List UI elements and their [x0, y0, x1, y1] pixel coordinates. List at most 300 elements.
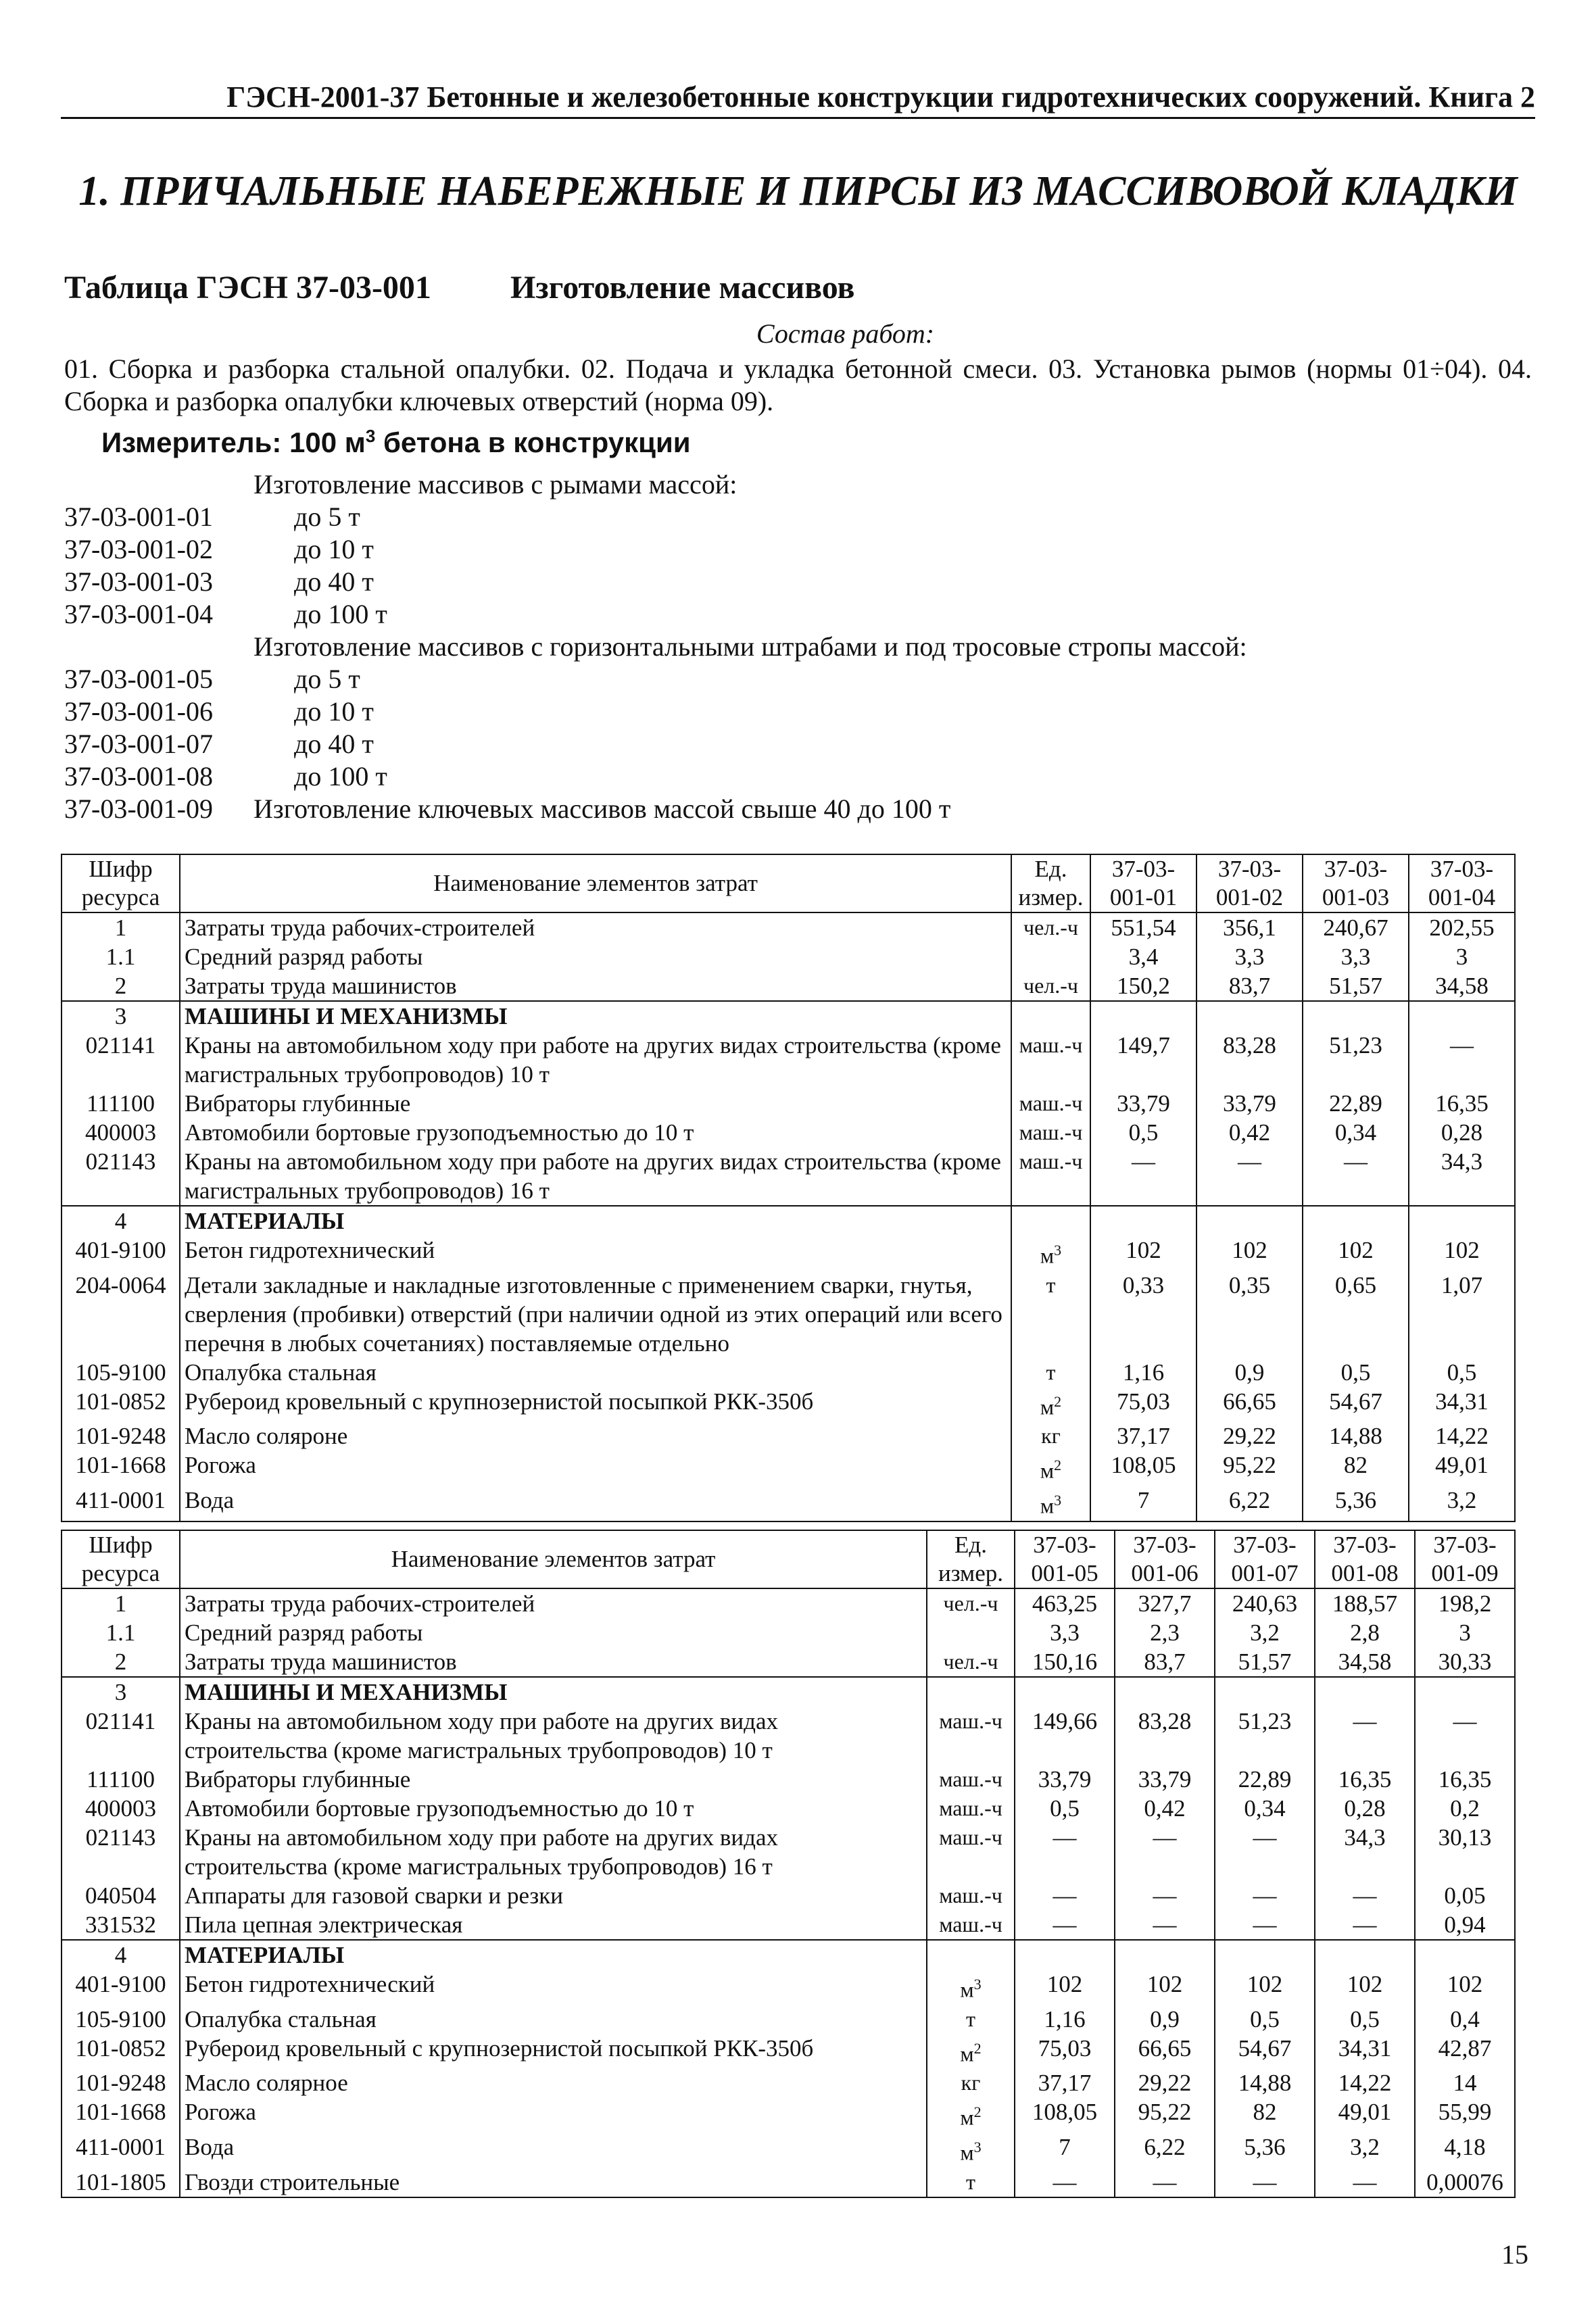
value-cell: 202,55	[1409, 912, 1515, 942]
value-cell: 6,22	[1196, 1486, 1303, 1521]
value-cell: —	[1115, 1823, 1215, 1881]
value-cell: 22,89	[1303, 1089, 1409, 1118]
norm-desc: до 100 т	[294, 761, 387, 791]
resource-table-2	[61, 1530, 1516, 2198]
value-cell	[1409, 1206, 1515, 1236]
unit-text: т	[1046, 1272, 1056, 1297]
unit-sup: 3	[1054, 1242, 1062, 1259]
unit-sup: 2	[1054, 1457, 1062, 1474]
value-cell: 3,3	[1196, 942, 1303, 971]
header-norm: 37-03-001-01	[1090, 854, 1196, 912]
resource-name: Опалубка стальная	[180, 1358, 1011, 1387]
value-cell	[1303, 1206, 1409, 1236]
table-row	[62, 1486, 1515, 1521]
value-cell	[1115, 1940, 1215, 1970]
value-cell: —	[1090, 1147, 1196, 1206]
running-header: ГЭСН-2001-37 Бетонные и железобетонные конструкции гидротехнических сооружений. Книга 2	[61, 80, 1535, 119]
value-cell: 0,65	[1303, 1271, 1409, 1358]
resource-code: 1.1	[62, 942, 180, 971]
value-cell: 0,5	[1090, 1118, 1196, 1147]
norm-code-row	[64, 598, 1247, 631]
unit	[1011, 1031, 1090, 1089]
resource-code: 401-9100	[62, 1970, 180, 2005]
unit-sup: 2	[973, 2103, 982, 2121]
table-row	[62, 1358, 1515, 1387]
value-cell: 3,2	[1215, 1618, 1315, 1647]
resource-name: Опалубка стальная	[180, 2005, 927, 2034]
value-cell	[1090, 1001, 1196, 1031]
unit	[1011, 1451, 1090, 1486]
norm-code-row	[64, 793, 1247, 825]
value-cell: —	[1015, 2168, 1115, 2197]
value-cell: —	[1303, 1147, 1409, 1206]
unit	[1011, 942, 1090, 971]
value-cell: 16,35	[1315, 1765, 1415, 1794]
norm-code-row	[64, 533, 1247, 566]
value-cell: 240,63	[1215, 1588, 1315, 1618]
value-cell: 29,22	[1115, 2068, 1215, 2097]
resource-code: 101-1805	[62, 2168, 180, 2197]
header-norm: 37-03-001-06	[1115, 1530, 1215, 1588]
resource-code: 111100	[62, 1089, 180, 1118]
unit	[927, 2034, 1015, 2069]
value-cell: 102	[1415, 1970, 1515, 2005]
value-cell	[1303, 1001, 1409, 1031]
unit	[927, 2168, 1015, 2197]
resource-name: Вибраторы глубинные	[180, 1765, 927, 1794]
unit-text: м	[1040, 1458, 1055, 1483]
meter-suffix: бетона в конструкции	[375, 427, 691, 458]
unit-text: т	[966, 2169, 975, 2194]
value-cell: 3,2	[1409, 1486, 1515, 1521]
unit-text: м	[960, 2041, 974, 2066]
value-cell: 14	[1415, 2068, 1515, 2097]
norm-desc: до 10 т	[294, 696, 374, 727]
unit-text: кг	[961, 2070, 981, 2095]
unit	[927, 1618, 1015, 1647]
resource-name: Затраты труда рабочих-строителей	[180, 1588, 927, 1618]
value-cell: 30,13	[1415, 1823, 1515, 1881]
norm-desc: до 5 т	[294, 502, 360, 532]
value-cell: 102	[1215, 1970, 1315, 2005]
value-cell: 3,2	[1315, 2133, 1415, 2168]
value-cell: 0,28	[1409, 1118, 1515, 1147]
value-cell: 14,22	[1315, 2068, 1415, 2097]
value-cell: 102	[1315, 1970, 1415, 2005]
unit-text: маш.-ч	[939, 1883, 1002, 1907]
value-cell: —	[1015, 1823, 1115, 1881]
resource-code: 411-0001	[62, 1486, 180, 1521]
value-cell: 0,28	[1315, 1794, 1415, 1823]
unit	[1011, 1089, 1090, 1118]
resource-name: Пила цепная электрическая	[180, 1910, 927, 1940]
header-name: Наименование элементов затрат	[180, 1530, 927, 1588]
resource-code: 2	[62, 971, 180, 1001]
value-cell: 54,67	[1215, 2034, 1315, 2069]
unit	[1011, 1358, 1090, 1387]
value-cell: 75,03	[1015, 2034, 1115, 2069]
value-cell: 102	[1115, 1970, 1215, 2005]
unit-text: маш.-ч	[939, 1912, 1002, 1936]
value-cell: 0,5	[1303, 1358, 1409, 1387]
unit	[927, 1647, 1015, 1677]
resource-code: 3	[62, 1677, 180, 1707]
unit-text: кг	[1041, 1423, 1061, 1448]
value-cell: —	[1409, 1031, 1515, 1089]
header-code: Шифр ресурса	[62, 854, 180, 912]
value-cell: 51,23	[1215, 1707, 1315, 1765]
norm-code-row	[64, 663, 1247, 696]
unit-text: маш.-ч	[939, 1767, 1002, 1791]
resource-code: 331532	[62, 1910, 180, 1940]
value-cell: 14,88	[1215, 2068, 1315, 2097]
value-cell: 51,57	[1303, 971, 1409, 1001]
resource-code: 111100	[62, 1765, 180, 1794]
resource-code: 105-9100	[62, 2005, 180, 2034]
norm-code-row	[64, 501, 1247, 533]
value-cell: 16,35	[1409, 1089, 1515, 1118]
meter-sup: 3	[365, 426, 376, 446]
norm-desc: до 40 т	[294, 566, 374, 597]
value-cell: —	[1115, 1910, 1215, 1940]
resource-name: Бетон гидротехнический	[180, 1236, 1011, 1271]
value-cell: —	[1315, 1881, 1415, 1910]
value-cell: 0,35	[1196, 1271, 1303, 1358]
group-title: Изготовление массивов с горизонтальными штрабами и под тросовые стропы массой:	[253, 631, 1247, 662]
unit	[1011, 1387, 1090, 1422]
header-norm: 37-03-001-03	[1303, 854, 1409, 912]
value-cell: 0,5	[1015, 1794, 1115, 1823]
norm-desc: до 10 т	[294, 534, 374, 564]
unit-text: чел.-ч	[1023, 973, 1078, 998]
table-row	[62, 1910, 1515, 1940]
unit	[1011, 1486, 1090, 1521]
value-cell: 49,01	[1409, 1451, 1515, 1486]
unit	[1011, 971, 1090, 1001]
value-cell: 5,36	[1303, 1486, 1409, 1521]
norm-code: 37-03-001-06	[64, 696, 213, 727]
section-heading: МАТЕРИАЛЫ	[180, 1940, 927, 1970]
resource-code: 401-9100	[62, 1236, 180, 1271]
value-cell	[1196, 1001, 1303, 1031]
unit	[927, 1794, 1015, 1823]
table-row	[62, 1677, 1515, 1707]
value-cell: 51,57	[1215, 1647, 1315, 1677]
value-cell: —	[1215, 1881, 1315, 1910]
value-cell: 6,22	[1115, 2133, 1215, 2168]
norm-code-row	[64, 696, 1247, 728]
value-cell: —	[1315, 1707, 1415, 1765]
resource-code: 4	[62, 1940, 180, 1970]
value-cell: 75,03	[1090, 1387, 1196, 1422]
value-cell: 82	[1303, 1451, 1409, 1486]
value-cell: 82	[1215, 2097, 1315, 2133]
page-number: 15	[1501, 2239, 1528, 2270]
unit-text: т	[966, 2006, 975, 2031]
value-cell: —	[1215, 1823, 1315, 1881]
resource-code: 1.1	[62, 1618, 180, 1647]
header-norm: 37-03-001-02	[1196, 854, 1303, 912]
table-name: Изготовление массивов	[510, 270, 855, 306]
resource-name: Вода	[180, 1486, 1011, 1521]
section-heading: МАШИНЫ И МЕХАНИЗМЫ	[180, 1001, 1011, 1031]
value-cell: 0,9	[1196, 1358, 1303, 1387]
resource-code: 021143	[62, 1823, 180, 1881]
value-cell: 108,05	[1015, 2097, 1115, 2133]
header-norm: 37-03-001-05	[1015, 1530, 1115, 1588]
value-cell: 34,3	[1409, 1147, 1515, 1206]
table-row	[62, 2097, 1515, 2133]
value-cell: —	[1415, 1707, 1515, 1765]
value-cell: 3	[1415, 1618, 1515, 1647]
value-cell: 34,58	[1409, 971, 1515, 1001]
value-cell: 34,31	[1315, 2034, 1415, 2069]
norm-code: 37-03-001-02	[64, 534, 213, 564]
value-cell: 66,65	[1115, 2034, 1215, 2069]
value-cell: 102	[1015, 1970, 1115, 2005]
group-title: Изготовление массивов с рымами массой:	[253, 469, 737, 499]
resource-code: 400003	[62, 1794, 180, 1823]
value-cell: 3,3	[1015, 1618, 1115, 1647]
value-cell: 34,3	[1315, 1823, 1415, 1881]
unit	[1011, 1271, 1090, 1358]
norm-code-list	[64, 468, 1247, 825]
table-row	[62, 1387, 1515, 1422]
resource-name: Затраты труда машинистов	[180, 971, 1011, 1001]
resource-table-1	[61, 854, 1516, 1522]
resource-code: 101-1668	[62, 2097, 180, 2133]
value-cell	[1015, 1940, 1115, 1970]
table-row	[62, 1940, 1515, 1970]
norm-code: 37-03-001-03	[64, 566, 213, 597]
value-cell: 0,2	[1415, 1794, 1515, 1823]
value-cell: 3,4	[1090, 942, 1196, 971]
resource-code: 2	[62, 1647, 180, 1677]
value-cell: 5,36	[1215, 2133, 1315, 2168]
value-cell: 7	[1090, 1486, 1196, 1521]
resource-name: Вода	[180, 2133, 927, 2168]
resource-code: 101-9248	[62, 1421, 180, 1451]
header-norm: 37-03-001-09	[1415, 1530, 1515, 1588]
unit-sup: 2	[973, 2039, 982, 2057]
norm-code: 37-03-001-05	[64, 664, 213, 694]
value-cell: 14,88	[1303, 1421, 1409, 1451]
value-cell: 149,7	[1090, 1031, 1196, 1089]
meter	[101, 426, 691, 459]
value-cell: 0,9	[1115, 2005, 1215, 2034]
resource-code: 204-0064	[62, 1271, 180, 1358]
value-cell: 33,79	[1196, 1089, 1303, 1118]
unit-text: чел.-ч	[1023, 915, 1078, 940]
resource-name: Краны на автомобильном ходу при работе на других видах строительства (кроме магистральных трубопроводов) 10 т	[180, 1031, 1011, 1089]
table-row	[62, 1794, 1515, 1823]
unit-sup: 2	[1054, 1392, 1062, 1410]
unit-sup: 3	[973, 1976, 982, 1993]
value-cell: —	[1115, 2168, 1215, 2197]
resource-code: 101-1668	[62, 1451, 180, 1486]
resource-code: 021141	[62, 1707, 180, 1765]
value-cell: 4,18	[1415, 2133, 1515, 2168]
resource-code: 1	[62, 1588, 180, 1618]
value-cell: 0,5	[1315, 2005, 1415, 2034]
value-cell: 29,22	[1196, 1421, 1303, 1451]
value-cell: 95,22	[1196, 1451, 1303, 1486]
table-row	[62, 1206, 1515, 1236]
unit	[927, 2097, 1015, 2133]
value-cell: 102	[1196, 1236, 1303, 1271]
table-row	[62, 2068, 1515, 2097]
unit-text: маш.-ч	[1019, 1033, 1083, 1057]
value-cell: —	[1196, 1147, 1303, 1206]
unit-text: м	[1040, 1394, 1055, 1419]
norm-desc: до 40 т	[294, 729, 374, 759]
table-row	[62, 1618, 1515, 1647]
table-row	[62, 1881, 1515, 1910]
value-cell: 327,7	[1115, 1588, 1215, 1618]
value-cell: 37,17	[1090, 1421, 1196, 1451]
table-row	[62, 1031, 1515, 1089]
value-cell: 22,89	[1215, 1765, 1315, 1794]
work-composition-label: Состав работ:	[756, 318, 935, 349]
norm-desc: до 5 т	[294, 664, 360, 694]
unit	[1011, 1206, 1090, 1236]
unit	[1011, 1001, 1090, 1031]
unit-text: маш.-ч	[1019, 1149, 1083, 1173]
value-cell: 0,4	[1415, 2005, 1515, 2034]
resource-name: Рубероид кровельный с крупнозернистой посыпкой РКК-350б	[180, 2034, 927, 2069]
value-cell: 0,34	[1215, 1794, 1315, 1823]
unit	[927, 1823, 1015, 1881]
unit-text: маш.-ч	[939, 1825, 1002, 1849]
unit	[927, 1765, 1015, 1794]
value-cell	[1196, 1206, 1303, 1236]
resource-name: Аппараты для газовой сварки и резки	[180, 1881, 927, 1910]
value-cell: 102	[1090, 1236, 1196, 1271]
value-cell: —	[1115, 1881, 1215, 1910]
unit-text: маш.-ч	[939, 1709, 1002, 1733]
value-cell: 51,23	[1303, 1031, 1409, 1089]
value-cell: 95,22	[1115, 2097, 1215, 2133]
value-cell: 102	[1409, 1236, 1515, 1271]
meter-prefix: Измеритель: 100 м	[101, 427, 366, 458]
value-cell	[1315, 1940, 1415, 1970]
table-title	[64, 269, 854, 306]
table-row	[62, 912, 1515, 942]
unit-sup: 3	[973, 2138, 982, 2155]
value-cell: 33,79	[1115, 1765, 1215, 1794]
value-cell: 1,16	[1090, 1358, 1196, 1387]
value-cell: 54,67	[1303, 1387, 1409, 1422]
norm-code: 37-03-001-09	[64, 794, 213, 824]
value-cell: 7	[1015, 2133, 1115, 2168]
resource-code: 021143	[62, 1147, 180, 1206]
unit	[1011, 1236, 1090, 1271]
value-cell: 198,2	[1415, 1588, 1515, 1618]
value-cell	[1415, 1677, 1515, 1707]
resource-code: 105-9100	[62, 1358, 180, 1387]
value-cell: —	[1215, 2168, 1315, 2197]
unit-text: чел.-ч	[943, 1649, 998, 1674]
value-cell: 0,00076	[1415, 2168, 1515, 2197]
unit-text: м	[960, 2105, 974, 2130]
table-row	[62, 1089, 1515, 1118]
resource-name: Детали закладные и накладные изготовленные с применением сварки, гнутья, сверления (пробивки) отверстий (при наличии одной из этих операций или всего перечня в любых сочетаниях) поставляемые отдельно	[180, 1271, 1011, 1358]
value-cell: 150,2	[1090, 971, 1196, 1001]
section-title: 1. ПРИЧАЛЬНЫЕ НАБЕРЕЖНЫЕ И ПИРСЫ ИЗ МАССИВОВОЙ КЛАДКИ	[78, 168, 1518, 214]
unit-text: маш.-ч	[1019, 1091, 1083, 1115]
table-row	[62, 1707, 1515, 1765]
resource-name: Затраты труда машинистов	[180, 1647, 927, 1677]
resource-code: 021141	[62, 1031, 180, 1089]
header-unit: Ед. измер.	[927, 1530, 1015, 1588]
value-cell: 1,16	[1015, 2005, 1115, 2034]
value-cell: 551,54	[1090, 912, 1196, 942]
value-cell: 463,25	[1015, 1588, 1115, 1618]
value-cell: 55,99	[1415, 2097, 1515, 2133]
header-norm: 37-03-001-04	[1409, 854, 1515, 912]
unit-text: м	[960, 2140, 974, 2165]
resource-name: Вибраторы глубинные	[180, 1089, 1011, 1118]
unit	[927, 1910, 1015, 1940]
table-row	[62, 2005, 1515, 2034]
unit	[927, 2068, 1015, 2097]
unit	[927, 1940, 1015, 1970]
value-cell: 34,58	[1315, 1647, 1415, 1677]
value-cell: 0,05	[1415, 1881, 1515, 1910]
value-cell: 3,3	[1303, 942, 1409, 971]
table-row	[62, 1823, 1515, 1881]
value-cell: 37,17	[1015, 2068, 1115, 2097]
value-cell: —	[1315, 2168, 1415, 2197]
value-cell: 0,42	[1196, 1118, 1303, 1147]
resource-name: Рогожа	[180, 1451, 1011, 1486]
norm-code-row	[64, 728, 1247, 760]
norm-desc: Изготовление ключевых массивов массой свыше 40 до 100 т	[253, 794, 951, 824]
resource-name: Автомобили бортовые грузоподъемностью до 10 т	[180, 1794, 927, 1823]
table-row	[62, 1421, 1515, 1451]
value-cell: 83,7	[1115, 1647, 1215, 1677]
value-cell: —	[1015, 1910, 1115, 1940]
header-name: Наименование элементов затрат	[180, 854, 1011, 912]
resource-name: Средний разряд работы	[180, 1618, 927, 1647]
resource-code: 101-0852	[62, 1387, 180, 1422]
norm-code-row	[64, 760, 1247, 793]
resource-code: 101-0852	[62, 2034, 180, 2069]
value-cell: 49,01	[1315, 2097, 1415, 2133]
value-cell	[1315, 1677, 1415, 1707]
work-composition: 01. Сборка и разборка стальной опалубки. 02. Подача и укладка бетонной смеси. 03. Установка рымов (нормы 01÷04). 04. Сборка и разборка опалубки ключевых отверстий (норма 09).	[64, 354, 1532, 416]
table-row	[62, 1001, 1515, 1031]
value-cell	[1090, 1206, 1196, 1236]
resource-code: 400003	[62, 1118, 180, 1147]
norm-code: 37-03-001-07	[64, 729, 213, 759]
value-cell: 356,1	[1196, 912, 1303, 942]
value-cell: 33,79	[1015, 1765, 1115, 1794]
unit	[1011, 912, 1090, 942]
value-cell: 150,16	[1015, 1647, 1115, 1677]
value-cell: 0,94	[1415, 1910, 1515, 1940]
header-unit: Ед. измер.	[1011, 854, 1090, 912]
header-norm: 37-03-001-08	[1315, 1530, 1415, 1588]
value-cell	[1415, 1940, 1515, 1970]
resource-name: Автомобили бортовые грузоподъемностью до 10 т	[180, 1118, 1011, 1147]
table-row	[62, 1588, 1515, 1618]
resource-code: 1	[62, 912, 180, 942]
value-cell: 0,5	[1215, 2005, 1315, 2034]
value-cell: 83,7	[1196, 971, 1303, 1001]
unit	[1011, 1118, 1090, 1147]
unit-text: м	[960, 1977, 974, 2002]
